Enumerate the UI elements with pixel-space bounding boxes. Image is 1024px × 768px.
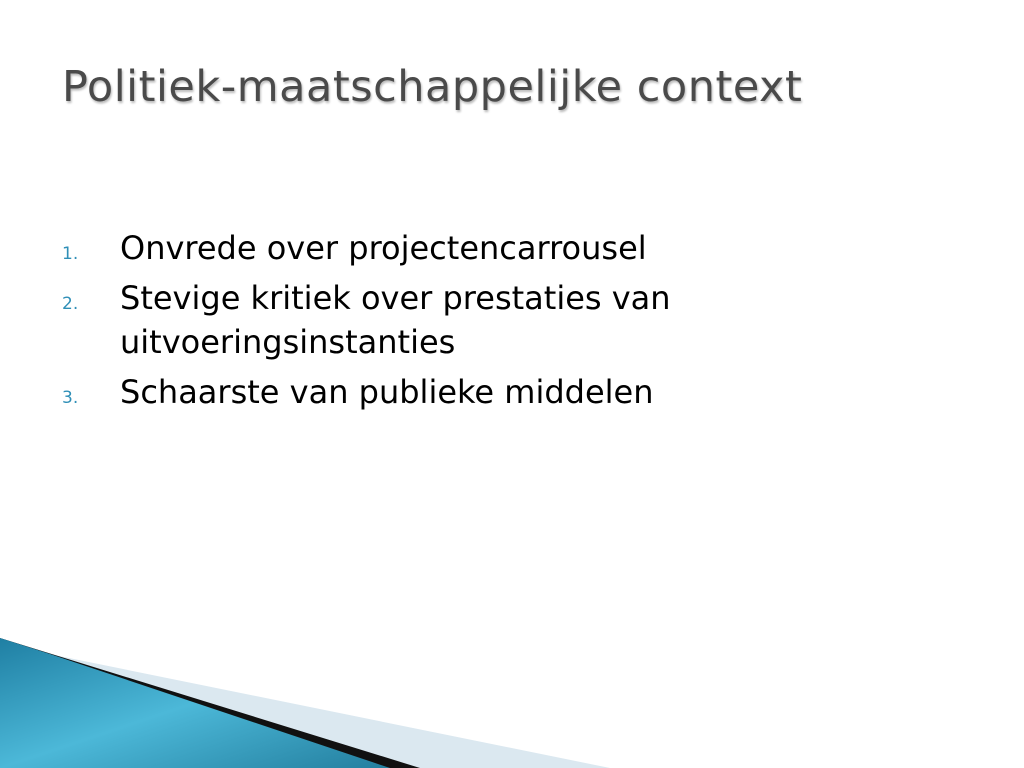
list-item xyxy=(62,370,782,414)
decorative-corner-swoosh xyxy=(0,638,1024,768)
bullet-list xyxy=(62,226,782,420)
list-item-number: 1. xyxy=(62,244,79,264)
slide-title: Politiek-maatschappelijke context xyxy=(62,62,803,112)
list-item xyxy=(62,276,782,364)
decor-blue-wedge xyxy=(0,638,390,768)
list-item-number: 3. xyxy=(62,388,79,408)
list-item-text: Onvrede over projectencarrousel xyxy=(120,229,647,267)
list-item-text: Schaarste van publieke middelen xyxy=(120,373,654,411)
list-item-number: 2. xyxy=(62,294,79,314)
list-item-text: Stevige kritiek over prestaties van uitvoeringsinstanties xyxy=(120,279,671,361)
list-item xyxy=(62,226,782,270)
